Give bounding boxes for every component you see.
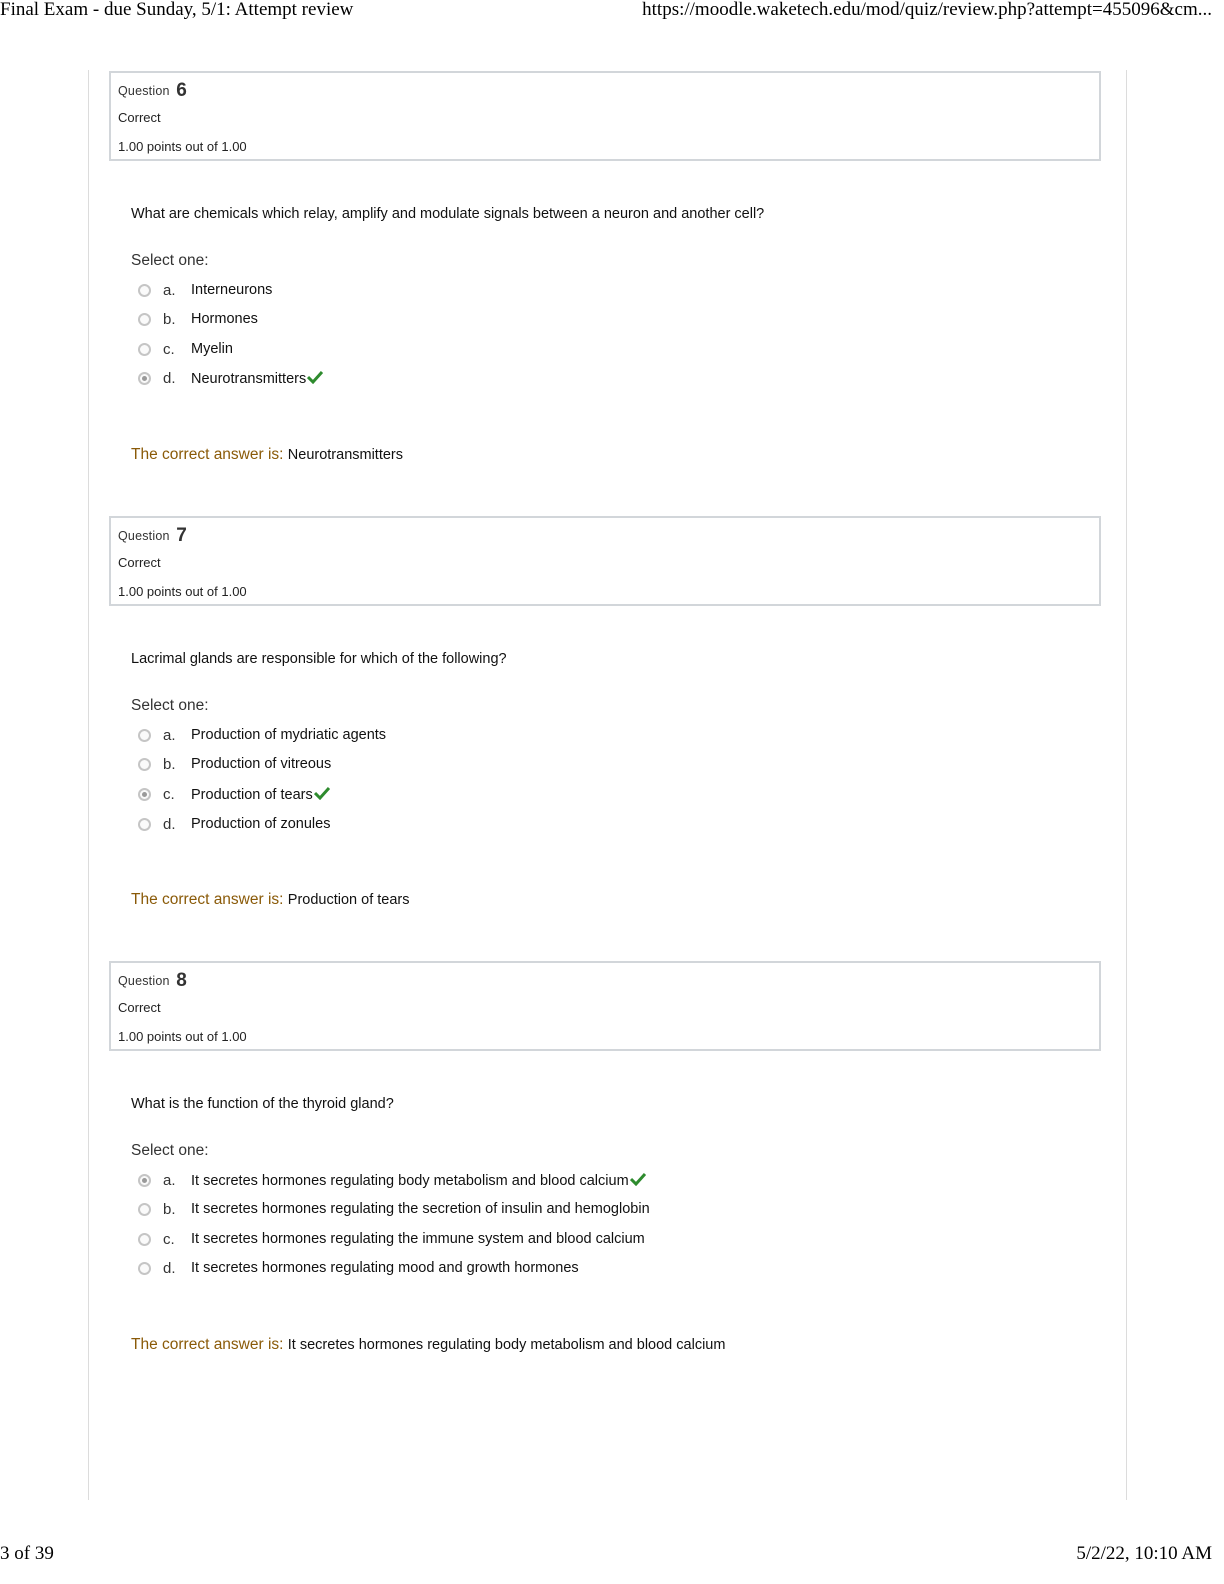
option-letter: a. (163, 281, 176, 299)
correct-answer-feedback (131, 446, 403, 464)
question-info-box (109, 961, 1101, 1051)
radio-button[interactable] (138, 343, 151, 356)
option-label: It secretes hormones regulating body metabolism and blood calcium (191, 1172, 629, 1189)
option-label: Production of zonules (191, 816, 331, 832)
answer-option-a[interactable] (138, 724, 387, 746)
option-text (191, 756, 331, 772)
question-number: 8 (176, 970, 187, 991)
correct-answer-value: It secretes hormones regulating body metabolism and blood calcium (287, 1337, 726, 1353)
print-header-title: Final Exam - due Sunday, 5/1: Attempt review (0, 0, 354, 20)
radio-button[interactable] (138, 818, 151, 831)
option-letter: c. (163, 1230, 175, 1248)
option-label: It secretes hormones regulating the immune system and blood calcium (191, 1231, 645, 1247)
option-text (191, 1201, 650, 1217)
option-label: Myelin (191, 341, 233, 357)
correct-check-icon (307, 370, 323, 384)
print-header (0, 0, 1212, 21)
radio-button[interactable] (138, 758, 151, 771)
radio-dot (142, 1178, 147, 1183)
radio-button[interactable] (138, 729, 151, 742)
option-text (191, 1172, 646, 1189)
correct-answer-label: The correct answer is: (131, 891, 288, 908)
question-state: Correct (118, 1000, 161, 1015)
question-grade: 1.00 points out of 1.00 (118, 1029, 247, 1044)
question-text: Lacrimal glands are responsible for which of the following? (131, 651, 507, 667)
option-text (191, 816, 330, 832)
correct-check-icon (630, 1172, 646, 1186)
option-text (191, 1231, 645, 1247)
print-datetime: 5/2/22, 10:10 AM (1076, 1543, 1212, 1564)
correct-answer-value: Production of tears (287, 892, 410, 908)
question-number: 6 (176, 80, 187, 101)
answer-option-a[interactable] (138, 1169, 629, 1191)
select-one-prompt: Select one: (131, 1142, 209, 1159)
radio-button[interactable] (138, 1262, 151, 1275)
question-grade: 1.00 points out of 1.00 (118, 584, 247, 599)
correct-answer-value: Neurotransmitters (287, 447, 404, 463)
correct-answer-feedback (131, 1336, 725, 1354)
question-number-line (118, 80, 187, 102)
option-label: Production of vitreous (191, 756, 332, 772)
answer-option-b[interactable] (138, 753, 332, 775)
option-letter: d. (163, 369, 176, 387)
answer-option-c[interactable] (138, 1228, 645, 1250)
option-label: Interneurons (191, 282, 273, 298)
question-text: What is the function of the thyroid gland? (131, 1096, 394, 1112)
question-number-line (118, 970, 187, 992)
option-label: Production of mydriatic agents (191, 727, 387, 743)
radio-button-selected[interactable] (138, 1174, 151, 1187)
option-letter: d. (163, 1259, 176, 1277)
option-text (191, 1260, 579, 1276)
radio-dot (142, 792, 147, 797)
print-footer (0, 1543, 1212, 1565)
option-text (191, 282, 272, 298)
select-one-prompt: Select one: (131, 697, 209, 714)
option-letter: a. (163, 1171, 176, 1189)
question-number-line (118, 525, 187, 547)
question-label: Question (118, 529, 170, 543)
question-grade: 1.00 points out of 1.00 (118, 139, 247, 154)
option-text (191, 786, 330, 803)
option-label: Neurotransmitters (191, 370, 307, 387)
radio-button-selected[interactable] (138, 788, 151, 801)
question-state: Correct (118, 110, 161, 125)
option-label: Production of tears (191, 786, 313, 803)
option-letter: b. (163, 310, 176, 328)
page-count: 3 of 39 (0, 1543, 54, 1564)
answer-option-d[interactable] (138, 367, 307, 389)
option-text (191, 370, 323, 387)
correct-answer-feedback (131, 891, 410, 909)
option-label: It secretes hormones regulating the secretion of insulin and hemoglobin (191, 1201, 650, 1217)
option-letter: a. (163, 726, 176, 744)
radio-button-selected[interactable] (138, 372, 151, 385)
option-letter: b. (163, 755, 176, 773)
correct-check-icon (314, 786, 330, 800)
option-text (191, 341, 233, 357)
answer-option-b[interactable] (138, 308, 258, 330)
option-label: Hormones (191, 311, 258, 327)
correct-answer-label: The correct answer is: (131, 1336, 288, 1353)
radio-button[interactable] (138, 1203, 151, 1216)
option-letter: c. (163, 785, 175, 803)
question-label: Question (118, 84, 170, 98)
option-letter: b. (163, 1200, 176, 1218)
option-label: It secretes hormones regulating mood and growth hormones (191, 1260, 579, 1276)
question-label: Question (118, 974, 170, 988)
option-text (191, 727, 386, 743)
question-state: Correct (118, 555, 161, 570)
radio-button[interactable] (138, 313, 151, 326)
answer-option-c[interactable] (138, 338, 233, 360)
answer-option-c[interactable] (138, 783, 313, 805)
answer-option-d[interactable] (138, 813, 331, 835)
question-info-box (109, 516, 1101, 606)
radio-dot (142, 376, 147, 381)
question-info-box (109, 71, 1101, 161)
option-letter: c. (163, 340, 175, 358)
radio-button[interactable] (138, 284, 151, 297)
option-text (191, 311, 258, 327)
radio-button[interactable] (138, 1233, 151, 1246)
print-header-url: https://moodle.waketech.edu/mod/quiz/review.php?attempt=455096&cm... (642, 0, 1212, 20)
select-one-prompt: Select one: (131, 252, 209, 269)
answer-option-d[interactable] (138, 1257, 579, 1279)
answer-option-a[interactable] (138, 279, 273, 301)
correct-answer-label: The correct answer is: (131, 446, 288, 463)
question-text: What are chemicals which relay, amplify and modulate signals between a neuron and another cell? (131, 206, 765, 222)
question-number: 7 (176, 525, 187, 546)
answer-option-b[interactable] (138, 1198, 650, 1220)
option-letter: d. (163, 815, 176, 833)
